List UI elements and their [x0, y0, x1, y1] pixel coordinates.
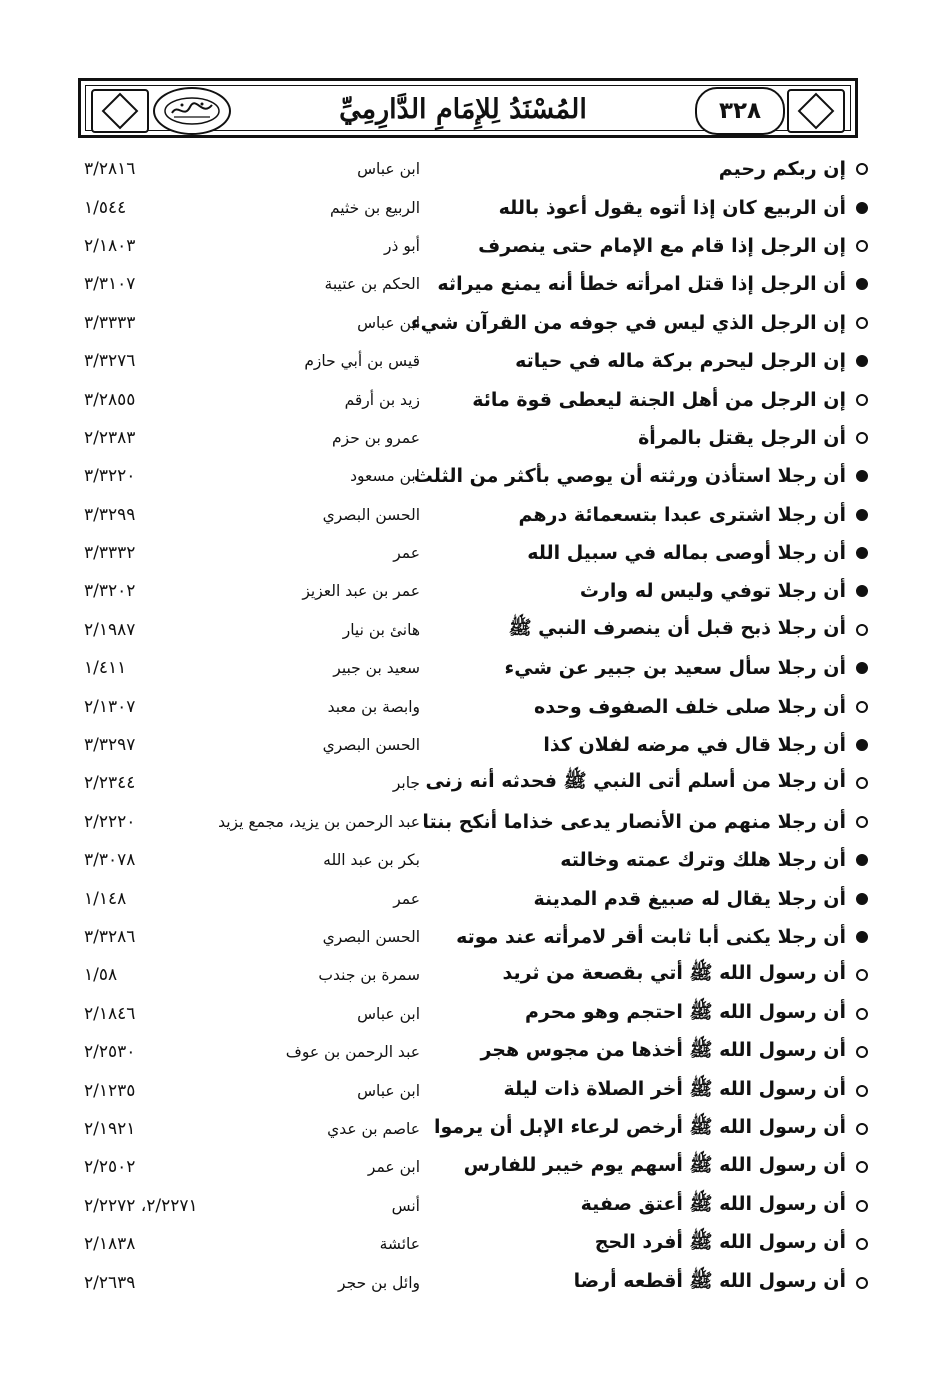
volume-hadith-reference: ٢/٢٥٠٢ [84, 1157, 136, 1178]
filled-circle-icon [856, 470, 868, 482]
index-entry [78, 1225, 868, 1263]
open-circle-icon [856, 317, 868, 329]
index-entry [78, 803, 868, 841]
hadith-incipit: أن رسول الله ﷺ أرخص لرعاء الإبل أن يرموا [433, 1115, 846, 1138]
index-entry [78, 265, 868, 303]
hadith-incipit: أن الرجل يقتل بالمرأة [638, 426, 846, 449]
narrator-name: ابن عباس [357, 160, 420, 179]
hadith-incipit: إن الرجل الذي ليس في جوفه من القرآن شيء [410, 311, 846, 334]
narrator-name: أنس [391, 1196, 420, 1215]
hadith-incipit: أن رجلا ذبح قبل أن ينصرف النبي ﷺ [508, 616, 846, 639]
book-seal-logo [153, 87, 231, 135]
open-circle-icon [856, 777, 868, 789]
filled-circle-icon [856, 893, 868, 905]
volume-hadith-reference: ٣/٢٨١٦ [84, 159, 136, 180]
volume-hadith-reference: ٢/١٩٢١ [84, 1118, 136, 1139]
narrator-name: عائشة [379, 1235, 420, 1254]
index-entry [78, 342, 868, 380]
filled-circle-icon [856, 931, 868, 943]
hadith-incipit: إن الرجل من أهل الجنة ليعطى قوة مائة [472, 388, 846, 411]
hadith-incipit: أن رسول الله ﷺ أفرد الحج [594, 1231, 846, 1254]
volume-hadith-reference: ٣/٣١٠٧ [84, 274, 136, 295]
index-entry [78, 227, 868, 265]
volume-hadith-reference: ٢/٢٣٤٤ [84, 773, 136, 794]
index-entry [78, 726, 868, 764]
open-circle-icon [856, 1238, 868, 1250]
volume-hadith-reference: ٣/٣٢٨٦ [84, 927, 136, 947]
calligraphy-seal-icon [162, 95, 222, 127]
open-circle-icon [856, 969, 868, 981]
narrator-name: عاصم بن عدي [327, 1119, 420, 1138]
narrator-name: هانئ بن نيار [342, 620, 420, 639]
narrator-name: بكر بن عبد الله [323, 851, 420, 870]
open-circle-icon [856, 816, 868, 828]
volume-hadith-reference: ٢/٢٢٧١، ٢/٢٢٧٢ [84, 1195, 198, 1216]
open-circle-icon [856, 432, 868, 444]
hadith-incipit: أن رجلا قال في مرضه لفلان كذا [543, 734, 846, 757]
open-circle-icon [856, 240, 868, 252]
volume-hadith-reference: ١/٤١١ [84, 658, 127, 679]
narrator-name: الحكم بن عتيبة [324, 275, 420, 294]
volume-hadith-reference: ٢/١٨٤٦ [84, 1003, 136, 1024]
header-ornament-right [787, 89, 845, 133]
narrator-name: ابن عباس [357, 1081, 420, 1100]
volume-hadith-reference: ٣/٣٢٢٠ [84, 466, 136, 487]
open-circle-icon [856, 1046, 868, 1058]
volume-hadith-reference: ٢/١٢٣٥ [84, 1080, 136, 1101]
volume-hadith-reference: ٢/٢٥٣٠ [84, 1042, 136, 1063]
index-entry [78, 1110, 868, 1148]
header-ornament-left [91, 89, 149, 133]
filled-circle-icon [856, 355, 868, 367]
hadith-incipit: أن رسول الله ﷺ أسهم يوم خيبر للفارس [463, 1154, 846, 1177]
filled-circle-icon [856, 202, 868, 214]
page-header-band [78, 78, 858, 138]
hadith-incipit: أن رجلا استأذن ورثته أن يوصي بأكثر من الثلث [413, 465, 846, 488]
index-entry [78, 611, 868, 649]
open-circle-icon [856, 1085, 868, 1097]
filled-circle-icon [856, 585, 868, 597]
hadith-incipit: أن رسول الله ﷺ أعتق صفية [580, 1192, 846, 1215]
narrator-name: ابن عباس [357, 1004, 420, 1023]
hadith-incipit: أن رجلا اشترى عبدا بتسعمائة درهم [518, 503, 846, 526]
narrator-name: عمرو بن حزم [332, 428, 420, 447]
volume-hadith-reference: ١/١٤٨ [84, 888, 127, 909]
open-circle-icon [856, 1008, 868, 1020]
narrator-name: قيس بن أبي حازم [304, 352, 420, 371]
index-entry [78, 841, 868, 879]
volume-hadith-reference: ٣/٣٢٠٢ [84, 581, 136, 602]
volume-hadith-reference: ١/٥٨ [84, 965, 118, 986]
narrator-name: ابن عباس [357, 313, 420, 332]
index-entry [78, 995, 868, 1033]
index-entry [78, 918, 868, 956]
index-entry [78, 150, 868, 188]
open-circle-icon [856, 624, 868, 636]
hadith-incipit: أن رجلا هلك وترك عمته وخالته [560, 849, 846, 872]
hadith-incipit: أن رسول الله ﷺ احتجم وهو محرم [525, 1000, 846, 1023]
volume-hadith-reference: ٢/١٩٨٧ [84, 619, 136, 640]
filled-circle-icon [856, 547, 868, 559]
hadith-incipit: إن ربكم رحيم [718, 158, 846, 181]
page-number: ٣٢٨ [695, 87, 785, 135]
hadith-incipit: أن رجلا يكنى أبا ثابت أقر لامرأته عند موته [456, 926, 846, 948]
narrator-name: الربيع بن خثيم [329, 198, 420, 217]
narrator-name: عمر [393, 889, 420, 908]
volume-hadith-reference: ٣/٣٣٣٣ [84, 312, 136, 333]
volume-hadith-reference: ١/٥٤٤ [84, 197, 127, 218]
book-title: المُسْنَدُ لِلإِمَامِ الدَّارِمِيِّ [339, 93, 587, 125]
hadith-incipit: أن رجلا سأل سعيد بن جبير عن شيء [504, 657, 846, 680]
narrator-name: زيد بن أرقم [344, 390, 420, 409]
hadith-index-list [78, 150, 868, 1302]
hadith-incipit: أن رجلا صلى خلف الصفوف وحده [534, 695, 846, 718]
open-circle-icon [856, 394, 868, 406]
index-entry [78, 304, 868, 342]
index-entry [78, 457, 868, 495]
volume-hadith-reference: ٢/١٨٠٣ [84, 235, 136, 256]
volume-hadith-reference: ٣/٣٢٧٦ [84, 351, 136, 372]
knot-ornament-icon [102, 93, 139, 130]
index-entry [78, 1033, 868, 1071]
narrator-name: وابصة بن معبد [327, 697, 420, 716]
index-entry [78, 649, 868, 687]
index-entry [78, 879, 868, 917]
open-circle-icon [856, 1161, 868, 1173]
index-entry [78, 572, 868, 610]
index-entry [78, 419, 868, 457]
narrator-name: الحسن البصري [322, 928, 420, 946]
hadith-incipit: أن رجلا يقال له صبيغ قدم المدينة [533, 887, 846, 910]
narrator-name: ابن عمر [367, 1158, 420, 1177]
narrator-name: وائل بن حجر [338, 1273, 420, 1292]
open-circle-icon [856, 1200, 868, 1212]
open-circle-icon [856, 1123, 868, 1135]
hadith-incipit: أن رسول الله ﷺ أخر الصلاة ذات ليلة [503, 1077, 846, 1100]
hadith-incipit: إن الرجل إذا قام مع الإمام حتى ينصرف [478, 234, 846, 257]
index-entry [78, 1071, 868, 1109]
volume-hadith-reference: ٢/٢٣٨٣ [84, 427, 136, 448]
volume-hadith-reference: ٣/٣٣٣٢ [84, 543, 136, 564]
volume-hadith-reference: ٢/١٣٠٧ [84, 696, 136, 717]
index-entry [78, 1148, 868, 1186]
index-entry [78, 188, 868, 226]
hadith-incipit: أن رجلا توفي وليس له وارث [579, 580, 846, 603]
index-entry [78, 956, 868, 994]
volume-hadith-reference: ٢/٢٦٣٩ [84, 1272, 136, 1293]
hadith-incipit: أن رسول الله ﷺ أقطعه أرضا [573, 1269, 846, 1292]
index-entry [78, 534, 868, 572]
filled-circle-icon [856, 739, 868, 751]
hadith-incipit: أن رجلا من أسلم أتى النبي ﷺ فحدثه أنه زنى [425, 770, 846, 793]
narrator-name: الحسن البصري [322, 505, 420, 524]
narrator-name: الحسن البصري [322, 736, 420, 755]
narrator-name: ابن مسعود [350, 467, 420, 486]
narrator-name: أبو ذر [384, 236, 420, 255]
narrator-name: جابر [392, 774, 420, 793]
index-entry [78, 764, 868, 802]
volume-hadith-reference: ٣/٣٢٩٩ [84, 504, 136, 525]
volume-hadith-reference: ٣/٢٨٥٥ [84, 389, 136, 410]
filled-circle-icon [856, 278, 868, 290]
knot-ornament-icon [798, 93, 835, 130]
index-entry [78, 1263, 868, 1301]
narrator-name: عبد الرحمن بن عوف [285, 1043, 420, 1062]
hadith-incipit: أن رسول الله ﷺ أخذها من مجوس هجر [480, 1039, 846, 1062]
volume-hadith-reference: ٢/١٨٣٨ [84, 1234, 136, 1255]
filled-circle-icon [856, 509, 868, 521]
index-entry [78, 1187, 868, 1225]
narrator-name: عمر [393, 544, 420, 563]
narrator-name: عمر بن عبد العزيز [302, 582, 420, 601]
hadith-incipit: أن رسول الله ﷺ أتي بقصعة من ثريد [502, 962, 846, 985]
index-entry [78, 380, 868, 418]
narrator-name: عبد الرحمن بن يزيد، مجمع يزيد [218, 812, 420, 831]
hadith-incipit: إن الرجل ليحرم بركة ماله في حياته [515, 350, 846, 373]
narrator-name: سعيد بن جبير [333, 659, 420, 678]
volume-hadith-reference: ٢/٢٢٢٠ [84, 811, 136, 832]
index-entry [78, 687, 868, 725]
open-circle-icon [856, 1277, 868, 1289]
open-circle-icon [856, 701, 868, 713]
open-circle-icon [856, 163, 868, 175]
hadith-incipit: أن رجلا منهم من الأنصار يدعى خذاما أنكح بنتا [422, 810, 846, 833]
hadith-incipit: أن الرجل إذا قتل امرأته خطأ أنه يمنع ميراثه [437, 273, 846, 296]
hadith-incipit: أن رجلا أوصى بماله في سبيل الله [527, 542, 846, 565]
filled-circle-icon [856, 662, 868, 674]
filled-circle-icon [856, 854, 868, 866]
index-entry [78, 496, 868, 534]
narrator-name: سمرة بن جندب [318, 966, 420, 985]
hadith-incipit: أن الربيع كان إذا أتوه يقول أعوذ بالله [498, 196, 846, 219]
volume-hadith-reference: ٣/٣٢٩٧ [84, 735, 136, 756]
volume-hadith-reference: ٣/٣٠٧٨ [84, 850, 136, 871]
